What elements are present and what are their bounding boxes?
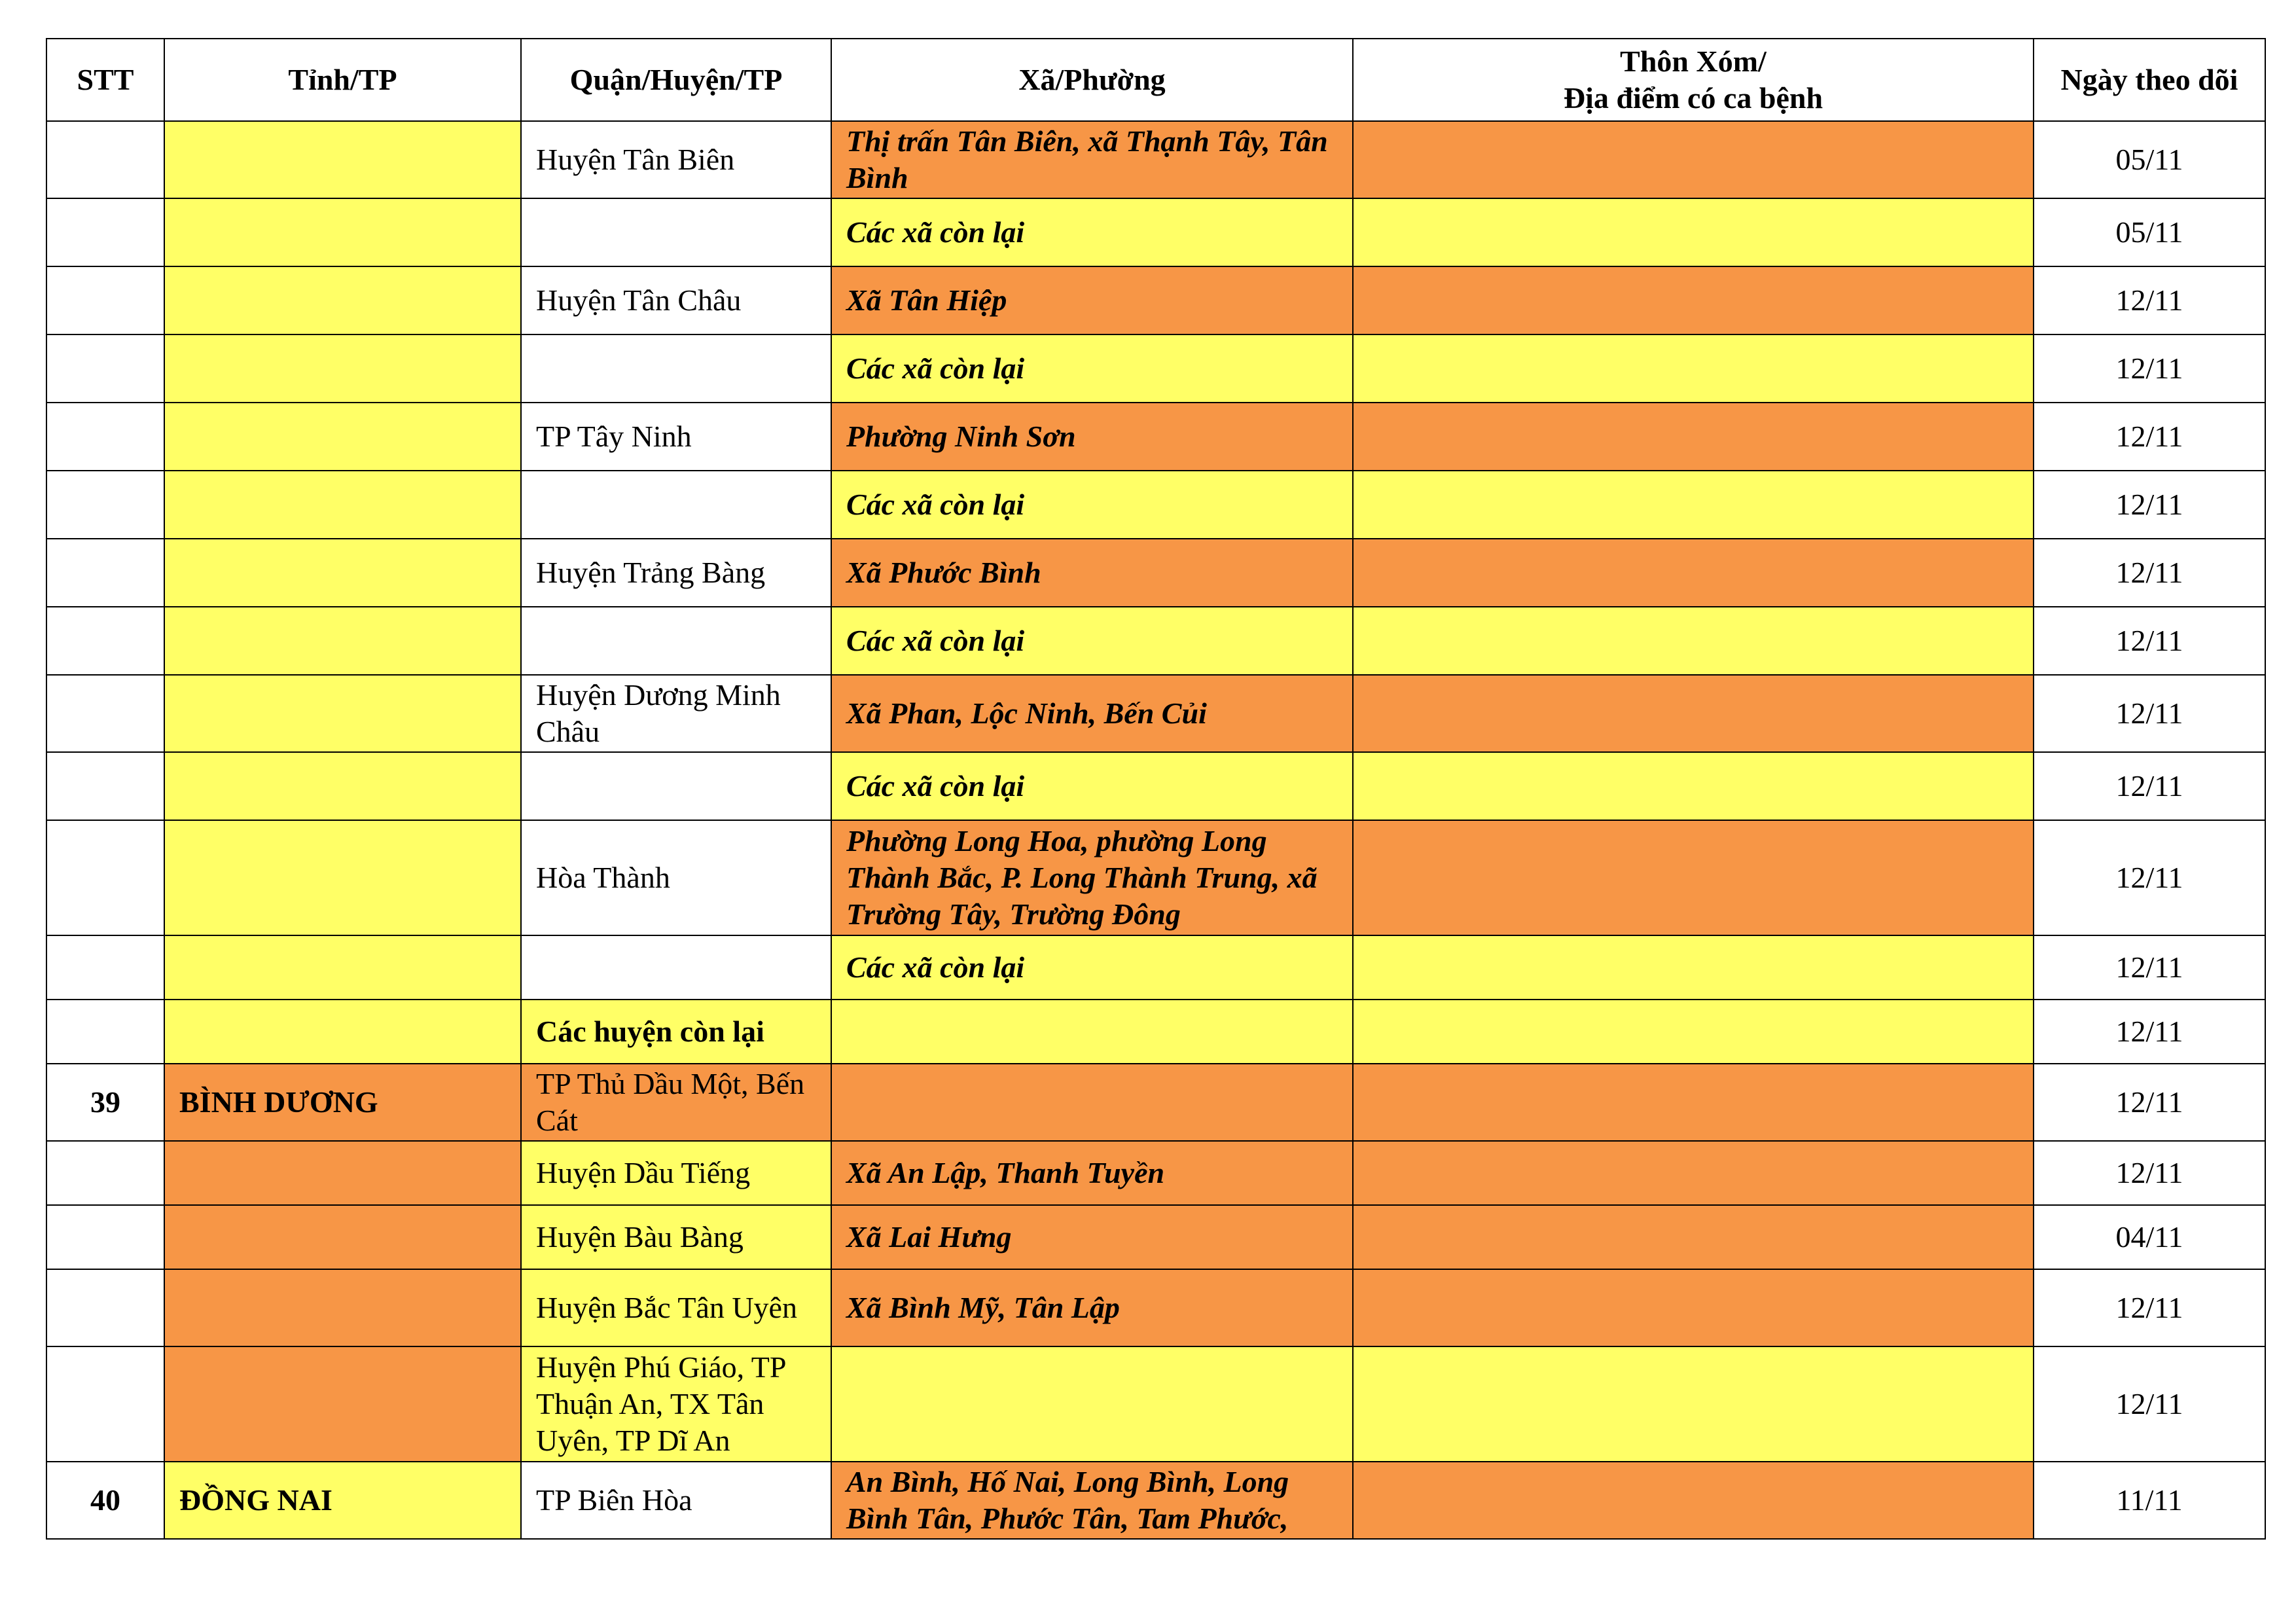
table-body	[46, 121, 2265, 1539]
cell-tinh	[164, 121, 521, 198]
table-row	[46, 334, 2265, 403]
cell-huyen: Huyện Tân Biên	[521, 121, 831, 198]
cell-xa: Thị trấn Tân Biên, xã Thạnh Tây, Tân Bình	[831, 121, 1353, 198]
cell-stt	[46, 1000, 164, 1064]
cell-huyen	[521, 334, 831, 403]
table-header-row	[46, 39, 2265, 121]
cell-stt	[46, 1205, 164, 1269]
cell-stt: 40	[46, 1462, 164, 1539]
cell-xa: Các xã còn lại	[831, 935, 1353, 1000]
cell-huyen	[521, 607, 831, 675]
cell-thon	[1353, 675, 2034, 752]
cell-thon	[1353, 121, 2034, 198]
cell-thon	[1353, 1269, 2034, 1346]
cell-huyen: Huyện Bàu Bàng	[521, 1205, 831, 1269]
table-row	[46, 675, 2265, 752]
cell-xa: Các xã còn lại	[831, 198, 1353, 266]
cell-huyen: Huyện Phú Giáo, TP Thuận An, TX Tân Uyên, TP Dĩ An	[521, 1346, 831, 1462]
table-row	[46, 266, 2265, 334]
cell-tinh	[164, 1000, 521, 1064]
header-ngay: Ngày theo dõi	[2034, 39, 2265, 121]
cell-xa	[831, 1000, 1353, 1064]
cell-huyen	[521, 752, 831, 820]
cell-stt	[46, 539, 164, 607]
cell-ngay: 12/11	[2034, 675, 2265, 752]
cell-stt	[46, 334, 164, 403]
cell-thon	[1353, 935, 2034, 1000]
cell-ngay: 12/11	[2034, 1346, 2265, 1462]
cell-xa: Các xã còn lại	[831, 752, 1353, 820]
cell-stt	[46, 675, 164, 752]
cell-tinh	[164, 334, 521, 403]
header-xa: Xã/Phường	[831, 39, 1353, 121]
cell-ngay: 12/11	[2034, 1064, 2265, 1141]
cell-ngay: 12/11	[2034, 820, 2265, 935]
cell-stt	[46, 752, 164, 820]
cell-huyen: TP Biên Hòa	[521, 1462, 831, 1539]
cell-ngay: 05/11	[2034, 198, 2265, 266]
cell-huyen: Huyện Dầu Tiếng	[521, 1141, 831, 1205]
cell-ngay: 12/11	[2034, 935, 2265, 1000]
cell-tinh	[164, 935, 521, 1000]
cell-ngay: 12/11	[2034, 607, 2265, 675]
cell-tinh	[164, 471, 521, 539]
cell-stt	[46, 198, 164, 266]
cell-ngay: 12/11	[2034, 403, 2265, 471]
cell-huyen: Huyện Bắc Tân Uyên	[521, 1269, 831, 1346]
cell-xa: An Bình, Hố Nai, Long Bình, Long Bình Tân, Phước Tân, Tam Phước,	[831, 1462, 1353, 1539]
cell-thon	[1353, 1064, 2034, 1141]
cell-stt: 39	[46, 1064, 164, 1141]
cell-thon	[1353, 820, 2034, 935]
cell-huyen	[521, 935, 831, 1000]
cell-thon	[1353, 752, 2034, 820]
cell-tinh	[164, 403, 521, 471]
cell-thon	[1353, 607, 2034, 675]
cell-thon	[1353, 334, 2034, 403]
cell-xa	[831, 1064, 1353, 1141]
cell-xa: Xã Lai Hưng	[831, 1205, 1353, 1269]
cell-ngay: 12/11	[2034, 1269, 2265, 1346]
cell-tinh	[164, 607, 521, 675]
table-row	[46, 1000, 2265, 1064]
cell-ngay: 11/11	[2034, 1462, 2265, 1539]
header-tinh: Tỉnh/TP	[164, 39, 521, 121]
cell-ngay: 04/11	[2034, 1205, 2265, 1269]
cell-xa: Các xã còn lại	[831, 471, 1353, 539]
cell-ngay: 12/11	[2034, 471, 2265, 539]
table-row	[46, 1346, 2265, 1462]
cell-huyen: Huyện Tân Châu	[521, 266, 831, 334]
cell-stt	[46, 1346, 164, 1462]
table-row	[46, 752, 2265, 820]
cell-xa: Xã Phan, Lộc Ninh, Bến Củi	[831, 675, 1353, 752]
cell-huyen: Hòa Thành	[521, 820, 831, 935]
cell-huyen: Các huyện còn lại	[521, 1000, 831, 1064]
table-row	[46, 1141, 2265, 1205]
cell-thon	[1353, 1462, 2034, 1539]
cell-xa: Phường Ninh Sơn	[831, 403, 1353, 471]
cell-thon	[1353, 539, 2034, 607]
cell-tinh	[164, 198, 521, 266]
cell-thon	[1353, 198, 2034, 266]
cell-huyen: Huyện Dương Minh Châu	[521, 675, 831, 752]
cell-stt	[46, 121, 164, 198]
header-huyen: Quận/Huyện/TP	[521, 39, 831, 121]
table-row	[46, 198, 2265, 266]
cell-tinh	[164, 752, 521, 820]
header-thon-line1: Thôn Xóm/	[1620, 45, 1767, 78]
cell-thon	[1353, 1346, 2034, 1462]
cell-xa: Các xã còn lại	[831, 607, 1353, 675]
header-stt: STT	[46, 39, 164, 121]
cell-thon	[1353, 403, 2034, 471]
cell-huyen	[521, 471, 831, 539]
table-row	[46, 935, 2265, 1000]
cell-thon	[1353, 266, 2034, 334]
cell-huyen: Huyện Trảng Bàng	[521, 539, 831, 607]
cell-ngay: 05/11	[2034, 121, 2265, 198]
table-row	[46, 121, 2265, 198]
cell-xa: Xã Tân Hiệp	[831, 266, 1353, 334]
cell-ngay: 12/11	[2034, 539, 2265, 607]
cell-ngay: 12/11	[2034, 334, 2265, 403]
cell-tinh	[164, 266, 521, 334]
table-row	[46, 607, 2265, 675]
cell-xa: Phường Long Hoa, phường Long Thành Bắc, P. Long Thành Trung, xã Trường Tây, Trường Đông	[831, 820, 1353, 935]
cell-xa: Xã Phước Bình	[831, 539, 1353, 607]
cell-thon	[1353, 471, 2034, 539]
table-row	[46, 403, 2265, 471]
cell-tinh: BÌNH DƯƠNG	[164, 1064, 521, 1141]
cell-stt	[46, 403, 164, 471]
cell-huyen	[521, 198, 831, 266]
covid-risk-table	[46, 38, 2266, 1540]
cell-stt	[46, 820, 164, 935]
cell-ngay: 12/11	[2034, 1000, 2265, 1064]
cell-thon	[1353, 1205, 2034, 1269]
cell-stt	[46, 471, 164, 539]
cell-stt	[46, 607, 164, 675]
cell-tinh	[164, 1346, 521, 1462]
cell-stt	[46, 266, 164, 334]
cell-tinh	[164, 675, 521, 752]
header-thon-line2: Địa điểm có ca bệnh	[1563, 81, 1823, 115]
cell-tinh: ĐỒNG NAI	[164, 1462, 521, 1539]
cell-stt	[46, 1269, 164, 1346]
cell-xa	[831, 1346, 1353, 1462]
cell-xa: Xã An Lập, Thanh Tuyền	[831, 1141, 1353, 1205]
cell-xa: Xã Bình Mỹ, Tân Lập	[831, 1269, 1353, 1346]
cell-thon	[1353, 1000, 2034, 1064]
cell-ngay: 12/11	[2034, 752, 2265, 820]
table-row	[46, 471, 2265, 539]
header-thon	[1353, 39, 2034, 121]
cell-ngay: 12/11	[2034, 1141, 2265, 1205]
cell-stt	[46, 935, 164, 1000]
cell-tinh	[164, 1269, 521, 1346]
cell-tinh	[164, 1141, 521, 1205]
cell-tinh	[164, 820, 521, 935]
cell-ngay: 12/11	[2034, 266, 2265, 334]
cell-xa: Các xã còn lại	[831, 334, 1353, 403]
cell-tinh	[164, 1205, 521, 1269]
cell-tinh	[164, 539, 521, 607]
cell-stt	[46, 1141, 164, 1205]
table-row	[46, 539, 2265, 607]
table-row	[46, 1462, 2265, 1539]
table-row	[46, 820, 2265, 935]
table-row	[46, 1205, 2265, 1269]
cell-thon	[1353, 1141, 2034, 1205]
cell-huyen: TP Thủ Dầu Một, Bến Cát	[521, 1064, 831, 1141]
table-row	[46, 1064, 2265, 1141]
cell-huyen: TP Tây Ninh	[521, 403, 831, 471]
table-row	[46, 1269, 2265, 1346]
